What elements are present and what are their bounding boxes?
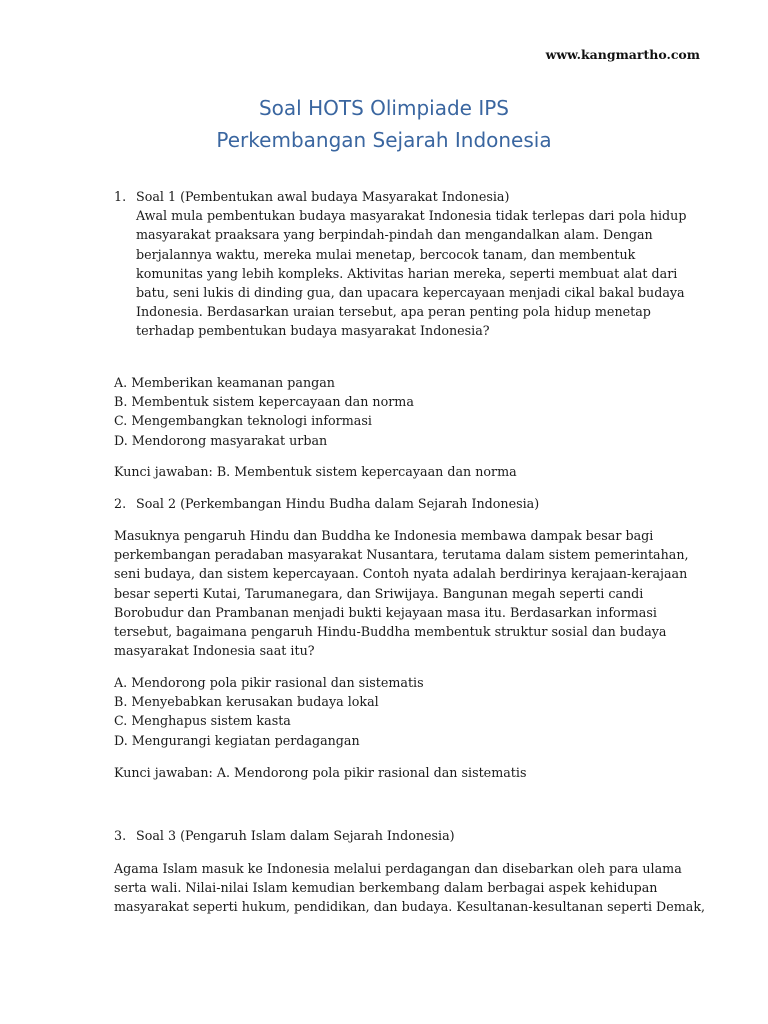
question-2-text-line: tersebut, bagaimana pengaruh Hindu-Buddha membentuk struktur sosial dan budaya xyxy=(114,623,667,639)
question-2-heading xyxy=(114,494,674,513)
question-3-text-line: serta wali. Nilai-nilai Islam kemudian berkembang dalam berbagai aspek kehidupan xyxy=(114,880,658,896)
question-2-text-line: seni budaya, dan sistem kepercayaan. Contoh nyata adalah berdirinya kerajaan-kerajaan xyxy=(114,566,688,582)
question-1-number: 1. xyxy=(114,189,127,204)
option-c: C. Menghapus sistem kasta xyxy=(114,713,291,729)
answer-key: Kunci jawaban: A. Mendorong pola pikir rasional dan sistematis xyxy=(114,765,527,780)
question-1-text-line: terhadap pembentukan budaya masyarakat Indonesia? xyxy=(136,323,490,339)
question-1-options xyxy=(114,373,674,450)
question-2-number: 2. xyxy=(114,496,127,511)
question-2-heading-text: Soal 2 (Perkembangan Hindu Budha dalam Sejarah Indonesia) xyxy=(136,496,540,511)
question-3-heading-text: Soal 3 (Pengaruh Islam dalam Sejarah Indonesia) xyxy=(136,828,455,843)
question-2-text-line: perkembangan peradaban masyarakat Nusantara, terutama dalam sistem pemerintahan, xyxy=(114,547,689,563)
question-1-heading-text: Soal 1 (Pembentukan awal budaya Masyarakat Indonesia) xyxy=(136,189,510,204)
option-c: C. Mengembangkan teknologi informasi xyxy=(114,413,372,429)
option-b: B. Membentuk sistem kepercayaan dan norma xyxy=(114,394,414,410)
option-a: A. Memberikan keamanan pangan xyxy=(114,375,335,390)
document-subtitle: Perkembangan Sejarah Indonesia xyxy=(216,128,552,152)
option-b: B. Menyebabkan kerusakan budaya lokal xyxy=(114,694,379,710)
question-1-text-line: batu, seni lukis di dinding gua, dan upacara kepercayaan menjadi cikal bakal budaya xyxy=(136,284,685,300)
question-1-text-line: Indonesia. Berdasarkan uraian tersebut, apa peran penting pola hidup menetap xyxy=(136,304,651,320)
option-d: D. Mengurangi kegiatan perdagangan xyxy=(114,732,360,748)
question-2-text-line: masyarakat Indonesia saat itu? xyxy=(114,643,315,659)
document-title: Soal HOTS Olimpiade IPS xyxy=(258,96,509,120)
question-2-answer xyxy=(114,763,674,782)
question-3-number: 3. xyxy=(114,828,127,843)
question-1-text-line: berjalannya waktu, mereka mulai menetap, bercocok tanam, dan membentuk xyxy=(136,246,636,262)
question-1 xyxy=(114,187,687,341)
question-3-text xyxy=(114,859,706,917)
question-3-text-line: masyarakat seperti hukum, pendidikan, dan budaya. Kesultanan-kesultanan seperti Demak, xyxy=(114,899,706,915)
question-1-text-line: masyarakat praaksara yang berpindah-pindah dan mengandalkan alam. Dengan xyxy=(136,227,653,243)
answer-key: Kunci jawaban: B. Membentuk sistem kepercayaan dan norma xyxy=(114,464,517,479)
question-2-options xyxy=(114,673,674,750)
question-1-text-line: Awal mula pembentukan budaya masyarakat Indonesia tidak terlepas dari pola hidup xyxy=(136,208,687,224)
option-d: D. Mendorong masyarakat urban xyxy=(114,432,328,448)
site-url: www.kangmartho.com xyxy=(545,47,700,62)
question-2-text-line: Borobudur dan Prambanan menjadi bukti kejayaan masa itu. Berdasarkan informasi xyxy=(114,604,657,620)
question-1-answer xyxy=(114,462,674,481)
question-3-text-line: Agama Islam masuk ke Indonesia melalui perdagangan dan disebarkan oleh para ulama xyxy=(114,861,682,876)
question-1-text-line: komunitas yang lebih kompleks. Aktivitas harian mereka, seperti membuat alat dari xyxy=(136,265,678,281)
question-2-text xyxy=(114,526,689,660)
question-2-text-line: besar seperti Kutai, Tarumanegara, dan Sriwijaya. Bangunan megah seperti candi xyxy=(114,585,644,601)
option-a: A. Mendorong pola pikir rasional dan sistematis xyxy=(114,675,424,690)
question-2-text-line: Masuknya pengaruh Hindu dan Buddha ke Indonesia membawa dampak besar bagi xyxy=(114,528,654,543)
question-1-heading xyxy=(114,187,674,206)
question-3-heading xyxy=(114,826,674,845)
